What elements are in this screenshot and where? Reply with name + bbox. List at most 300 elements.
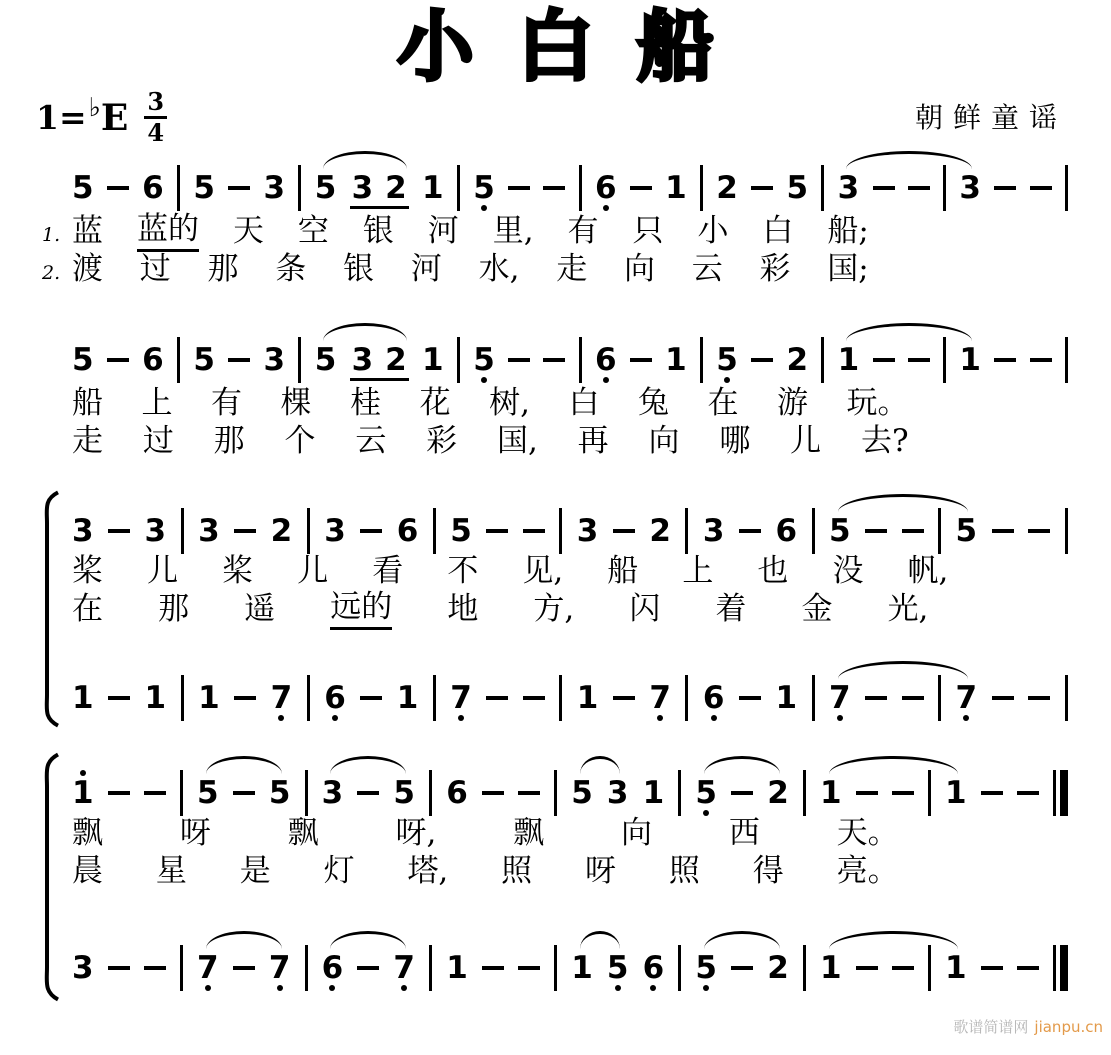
- octave-dot-low: [650, 984, 656, 992]
- lyric-syllable: 桂: [350, 385, 382, 421]
- lyrics-line: [72, 588, 929, 630]
- octave-dot-low: [711, 714, 717, 722]
- lyric-syllable: 那: [207, 251, 239, 287]
- duration-dash: [108, 696, 130, 700]
- lyric-syllable: 得: [752, 853, 784, 889]
- lyric-syllable: 呀: [179, 815, 211, 851]
- note-digit: 5: [473, 342, 495, 378]
- duration-dash: [1028, 529, 1050, 533]
- lyric-syllable: 向: [648, 423, 680, 459]
- lyric-syllable: 在: [72, 591, 103, 627]
- token: [482, 930, 504, 994]
- barline: [928, 945, 931, 991]
- barline: [457, 165, 460, 211]
- duration-dash: [873, 186, 895, 190]
- note-digit: 5: [393, 775, 415, 811]
- lyric-syllable: 兔: [637, 385, 669, 421]
- token: [508, 322, 530, 386]
- lyrics-line: [72, 850, 899, 892]
- token: [716, 322, 738, 386]
- octave-dot-low: [205, 984, 211, 992]
- token: [700, 150, 703, 214]
- token: [298, 322, 301, 386]
- note-digit: 1: [819, 950, 842, 986]
- duration-dash: [108, 529, 130, 533]
- note-digit: 6: [446, 775, 468, 811]
- notation-line: [72, 322, 1068, 386]
- lyric-syllable: 方,: [533, 591, 575, 627]
- token: [264, 322, 286, 386]
- octave-dot-low: [837, 714, 843, 722]
- lyric-syllable: 水,: [478, 251, 520, 287]
- notation-line: [72, 493, 1068, 557]
- token: [193, 322, 215, 386]
- barline: [943, 337, 946, 383]
- token: [1065, 660, 1068, 724]
- final-bar-thick: [1060, 945, 1068, 991]
- lyric-syllable: 西: [728, 815, 760, 851]
- note-digit: 1: [775, 680, 798, 716]
- octave-dot-low: [703, 984, 709, 992]
- lyric-syllable: 船;: [827, 213, 869, 249]
- duration-dash: [1017, 966, 1039, 970]
- duration-dash: [144, 791, 166, 795]
- lyric-syllable: 空: [297, 213, 329, 249]
- token: [703, 660, 725, 724]
- lyric-syllable: 光,: [887, 591, 929, 627]
- duration-dash: [518, 791, 540, 795]
- note-digit: 7: [393, 950, 415, 986]
- duration-dash: [630, 358, 652, 362]
- notation-line: [72, 150, 1068, 214]
- barline: [943, 165, 946, 211]
- token: [433, 493, 436, 557]
- barline: [803, 945, 806, 991]
- lyric-syllable: 云: [355, 423, 387, 459]
- lyric-syllable: 国;: [827, 251, 869, 287]
- token: [1053, 930, 1068, 994]
- token: [554, 930, 557, 994]
- score: [42, 0, 1068, 1055]
- token: [716, 150, 738, 214]
- octave-dot-low: [277, 984, 283, 992]
- note-digit: 5: [268, 775, 291, 811]
- token: [429, 930, 432, 994]
- token: [595, 322, 617, 386]
- lyric-syllable: 船: [607, 553, 639, 589]
- token: [486, 493, 508, 557]
- token: [678, 930, 681, 994]
- note-digit: 1: [945, 950, 967, 986]
- note-digit: 6: [594, 170, 617, 206]
- token: [482, 755, 504, 819]
- lyric-syllable: 条: [275, 251, 307, 287]
- slur-arc: [838, 494, 969, 512]
- duration-dash: [228, 186, 250, 190]
- note-digit: 7: [828, 680, 851, 716]
- watermark: [953, 1016, 1103, 1037]
- lyric-syllable: 桨: [222, 553, 254, 589]
- duration-dash: [482, 791, 504, 795]
- note-digit: 5: [314, 342, 337, 378]
- eighth-note-pair: [350, 172, 409, 209]
- token: [422, 322, 444, 386]
- duration-dash: [360, 529, 382, 533]
- lyric-syllable: 在: [707, 385, 739, 421]
- note-digit: 1: [571, 950, 593, 986]
- lyric-syllable: 灯: [323, 853, 355, 889]
- barline: [678, 770, 681, 816]
- note-digit: 6: [324, 680, 346, 716]
- barline: [429, 945, 432, 991]
- lyric-syllable: 国,: [496, 423, 538, 459]
- note-digit: 5: [193, 170, 215, 206]
- duration-dash: [981, 791, 1003, 795]
- note-digit: 5: [571, 775, 593, 811]
- token: [108, 660, 130, 724]
- token: [360, 493, 382, 557]
- note-digit: 6: [594, 342, 617, 378]
- token: [523, 493, 545, 557]
- token: [177, 322, 180, 386]
- barline: [803, 770, 806, 816]
- note-digit: 5: [716, 342, 738, 378]
- note-digit: 1: [665, 342, 687, 378]
- token: [324, 660, 346, 724]
- lyric-syllable: 过: [142, 423, 174, 459]
- note-digit: 3: [837, 170, 860, 206]
- token: [307, 493, 310, 557]
- token: [298, 150, 301, 214]
- duration-dash: [630, 186, 652, 190]
- barline: [700, 165, 703, 211]
- token: [630, 322, 652, 386]
- note-digit: 3: [324, 513, 346, 549]
- lyric-syllable: 地: [447, 591, 479, 627]
- duration-dash: [892, 966, 914, 970]
- token: [307, 660, 310, 724]
- token: [803, 755, 806, 819]
- token: [786, 322, 808, 386]
- token: [473, 150, 495, 214]
- note-digit: 1: [422, 170, 444, 206]
- lyric-syllable: 过: [139, 251, 171, 287]
- lyric-syllable: 见,: [522, 553, 564, 589]
- token: [142, 322, 164, 386]
- note-digit: 7: [649, 680, 671, 716]
- duration-dash: [731, 791, 753, 795]
- barline: [685, 508, 688, 554]
- duration-dash: [233, 966, 255, 970]
- lyric-syllable: 树,: [489, 385, 530, 421]
- final-barline: [1053, 770, 1068, 816]
- note-digit: 5: [828, 513, 851, 549]
- barline: [177, 337, 180, 383]
- lyric-syllable: 棵: [280, 385, 312, 421]
- duration-dash: [144, 966, 166, 970]
- duration-dash: [518, 966, 540, 970]
- duration-dash: [992, 696, 1014, 700]
- lyric-syllable: 小: [697, 213, 729, 249]
- lyric-syllable: 远的: [330, 589, 392, 630]
- barline: [180, 770, 183, 816]
- octave-dot-low: [458, 714, 464, 722]
- lyric-syllable: 呀: [585, 853, 617, 889]
- token: [145, 660, 167, 724]
- note-digit: 1: [396, 680, 419, 716]
- note-digit: 2: [767, 775, 789, 811]
- token: [397, 493, 419, 557]
- duration-dash: [1030, 186, 1052, 190]
- note-digit: 3: [351, 170, 374, 206]
- token: [234, 660, 256, 724]
- note-digit: 3: [959, 170, 981, 206]
- note-digit: 3: [263, 342, 286, 378]
- token: [803, 930, 806, 994]
- duration-dash: [865, 529, 887, 533]
- lyric-syllable: 走: [556, 251, 588, 287]
- token: [613, 660, 635, 724]
- notation-line: [72, 660, 1068, 724]
- token: [429, 755, 432, 819]
- lyric-syllable: 飘: [72, 815, 103, 851]
- attribution: 朝鲜童谣: [914, 101, 1067, 134]
- note-digit: 6: [142, 170, 164, 206]
- duration-dash: [107, 186, 129, 190]
- lyric-syllable: 彩: [759, 251, 791, 287]
- lyric-syllable: 帆,: [907, 553, 949, 589]
- lyric-syllable: 晨: [72, 853, 103, 889]
- token: [579, 322, 582, 386]
- slur-arc: [838, 661, 969, 679]
- token: [579, 150, 582, 214]
- lyric-syllable: 白: [762, 213, 794, 249]
- duration-dash: [892, 791, 914, 795]
- token: [643, 755, 665, 819]
- barline: [678, 945, 681, 991]
- token: [397, 660, 419, 724]
- duration-dash: [908, 186, 930, 190]
- token: [228, 322, 250, 386]
- octave-dot-low: [401, 984, 407, 992]
- duration-dash: [482, 966, 504, 970]
- duration-dash: [107, 358, 129, 362]
- octave-dot-low: [615, 984, 621, 992]
- barline: [1065, 508, 1068, 554]
- duration-dash: [865, 696, 887, 700]
- octave-dot-low: [329, 984, 335, 992]
- token: [543, 322, 565, 386]
- lyric-syllable: 哪: [719, 423, 751, 459]
- note-digit: 6: [775, 513, 798, 549]
- barline: [700, 337, 703, 383]
- token: [228, 150, 250, 214]
- note-digit: 1: [945, 775, 967, 811]
- token: [486, 660, 508, 724]
- note-digit: 3: [606, 775, 629, 811]
- barline: [433, 675, 436, 721]
- note-digit: 1: [72, 775, 94, 811]
- token: [107, 150, 129, 214]
- notation-line: [72, 930, 1068, 994]
- duration-dash: [994, 358, 1016, 362]
- barline: [298, 165, 301, 211]
- token: [981, 755, 1003, 819]
- token: [264, 150, 286, 214]
- notation-line: [72, 755, 1068, 819]
- lyric-syllable: 有: [211, 385, 243, 421]
- token: [305, 930, 308, 994]
- eighth-note-pair: [350, 344, 409, 381]
- note-digit: 3: [198, 513, 220, 549]
- token: [324, 493, 346, 557]
- lyric-syllable: 去?: [860, 423, 909, 459]
- token: [1030, 150, 1052, 214]
- token: [450, 660, 472, 724]
- token: [554, 755, 557, 819]
- lyric-syllable: 那: [158, 591, 190, 627]
- lyric-syllable: 有: [567, 213, 599, 249]
- duration-dash: [613, 696, 635, 700]
- token: [518, 755, 540, 819]
- lyric-syllable: 蓝: [72, 213, 103, 249]
- token: [649, 493, 671, 557]
- lyrics-line: [42, 248, 869, 290]
- duration-dash: [731, 966, 753, 970]
- lyrics-line: [72, 812, 899, 854]
- token: [739, 493, 761, 557]
- lyric-syllable: 彩: [426, 423, 458, 459]
- lyric-syllable: 飘: [513, 815, 545, 851]
- note-digit: 5: [72, 342, 94, 378]
- note-digit: 7: [268, 950, 291, 986]
- token: [678, 755, 681, 819]
- song-title: 小白船: [397, 2, 758, 91]
- duration-dash: [751, 358, 773, 362]
- barline: [559, 675, 562, 721]
- token: [543, 150, 565, 214]
- note-digit: 3: [702, 513, 725, 549]
- duration-dash: [873, 358, 895, 362]
- barline: [559, 508, 562, 554]
- token: [1053, 755, 1068, 819]
- watermark-site-name: 歌谱简谱网: [953, 1018, 1029, 1036]
- token: [786, 150, 808, 214]
- note-digit: 1: [422, 342, 444, 378]
- lyric-syllable: 上: [141, 385, 173, 421]
- token: [107, 322, 129, 386]
- barline: [1065, 165, 1068, 211]
- duration-dash: [902, 696, 924, 700]
- token: [1028, 493, 1050, 557]
- token: [595, 150, 617, 214]
- duration-dash: [360, 696, 382, 700]
- note-digit: 2: [716, 170, 738, 206]
- key-letter: E: [100, 96, 129, 139]
- token: [144, 755, 166, 819]
- lyric-syllable: 照: [501, 853, 533, 889]
- token: [559, 660, 562, 724]
- barline: [928, 770, 931, 816]
- token: [703, 493, 725, 557]
- note-digit: 5: [197, 775, 219, 811]
- token: [1028, 660, 1050, 724]
- lyric-syllable: 上: [682, 553, 714, 589]
- token: [422, 150, 444, 214]
- barline: [433, 508, 436, 554]
- note-digit: 5: [695, 775, 717, 811]
- token: [271, 493, 293, 557]
- watermark-domain: jianpu.cn: [1034, 1018, 1103, 1036]
- token: [630, 150, 652, 214]
- token: [994, 150, 1016, 214]
- duration-dash: [233, 791, 255, 795]
- token: [72, 150, 94, 214]
- lyric-syllable: 也: [757, 553, 789, 589]
- token: [433, 660, 436, 724]
- lyric-syllable: 走: [72, 423, 103, 459]
- token: [508, 150, 530, 214]
- token: [685, 493, 688, 557]
- duration-dash: [523, 696, 545, 700]
- token: [446, 930, 468, 994]
- duration-dash: [523, 529, 545, 533]
- lyric-syllable: 那: [213, 423, 245, 459]
- barline: [812, 675, 815, 721]
- note-digit: 7: [450, 680, 472, 716]
- lyrics-line: [42, 210, 869, 252]
- lyric-syllable: 看: [372, 553, 404, 589]
- token: [305, 755, 308, 819]
- token: [180, 755, 183, 819]
- note-digit: 5: [786, 170, 809, 206]
- token: [613, 493, 635, 557]
- note-digit: 5: [695, 950, 717, 986]
- octave-dot-low: [332, 714, 338, 722]
- token: [271, 660, 293, 724]
- token: [181, 493, 184, 557]
- barline: [685, 675, 688, 721]
- token: [523, 660, 545, 724]
- token: [665, 150, 687, 214]
- note-digit: 3: [144, 513, 167, 549]
- duration-dash: [234, 696, 256, 700]
- token: [775, 660, 797, 724]
- barline: [938, 508, 941, 554]
- token: [685, 660, 688, 724]
- note-digit: 3: [576, 513, 599, 549]
- note-digit: 1: [819, 775, 842, 811]
- note-digit: 1: [446, 950, 468, 986]
- time-signature-numerator: 3: [144, 90, 167, 119]
- barline: [812, 508, 815, 554]
- lyric-syllable: 金: [801, 591, 833, 627]
- token: [751, 322, 773, 386]
- token: [234, 493, 256, 557]
- duration-dash: [908, 358, 930, 362]
- key-prefix: 1=: [36, 98, 87, 137]
- lyric-syllable: 个: [284, 423, 316, 459]
- duration-dash: [508, 186, 530, 190]
- lyric-syllable: 着: [715, 591, 747, 627]
- note-digit: 5: [606, 950, 629, 986]
- token: [446, 755, 468, 819]
- lyrics-line: [72, 550, 948, 592]
- token: [577, 660, 599, 724]
- duration-dash: [1030, 358, 1052, 362]
- token: [992, 660, 1014, 724]
- note-digit: 2: [385, 342, 407, 378]
